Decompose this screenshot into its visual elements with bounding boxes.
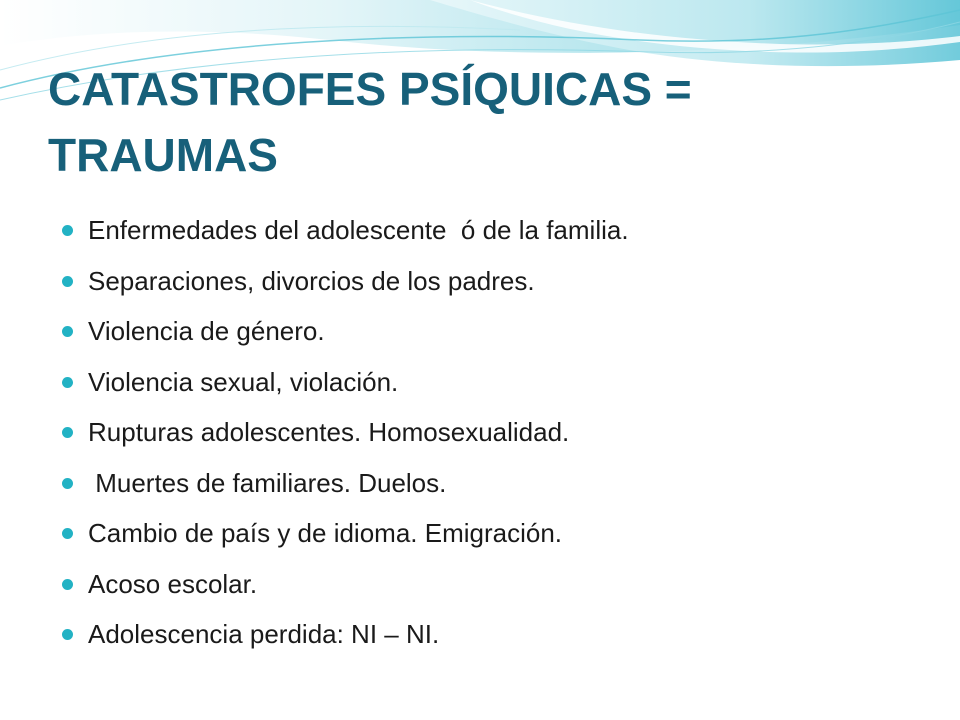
bullet-text: Acoso escolar.: [88, 568, 258, 599]
bullet-text: Violencia de género.: [88, 316, 325, 346]
bullet-text: Cambio de país y de idioma. Emigración.: [88, 518, 563, 548]
slide-title: CATASTROFES PSÍQUICAS = TRAUMAS: [48, 63, 692, 181]
bullet-item: [60, 458, 920, 509]
bullet-text: Rupturas adolescentes. Homosexualidad.: [88, 417, 570, 447]
bullet-dot-icon: [62, 377, 73, 388]
bullet-item: [60, 508, 920, 559]
bullet-text: Adolescencia perdida: NI – NI.: [88, 619, 440, 649]
bullet-dot-icon: [62, 225, 73, 236]
bullet-item: [60, 256, 920, 307]
bullet-text: Muertes de familiares. Duelos.: [88, 467, 447, 498]
bullet-dot-icon: [62, 629, 73, 640]
bullet-item: [60, 357, 920, 408]
bullet-dot-icon: [62, 579, 73, 590]
bullet-text: Enfermedades del adolescente ó de la familia.: [88, 215, 629, 245]
bullet-text: Separaciones, divorcios de los padres.: [88, 265, 535, 296]
bullet-item: [60, 205, 920, 256]
bullet-dot-icon: [62, 326, 73, 337]
bullet-item: [60, 407, 920, 458]
bullet-item: [60, 559, 920, 610]
bullet-dot-icon: [62, 427, 73, 438]
bullet-text: Violencia sexual, violación.: [88, 366, 399, 397]
bullet-dot-icon: [62, 478, 73, 489]
bullet-item: [60, 306, 920, 357]
bullet-list: [60, 205, 920, 660]
bullet-item: [60, 609, 920, 660]
bullet-dot-icon: [62, 528, 73, 539]
bullet-dot-icon: [62, 276, 73, 287]
